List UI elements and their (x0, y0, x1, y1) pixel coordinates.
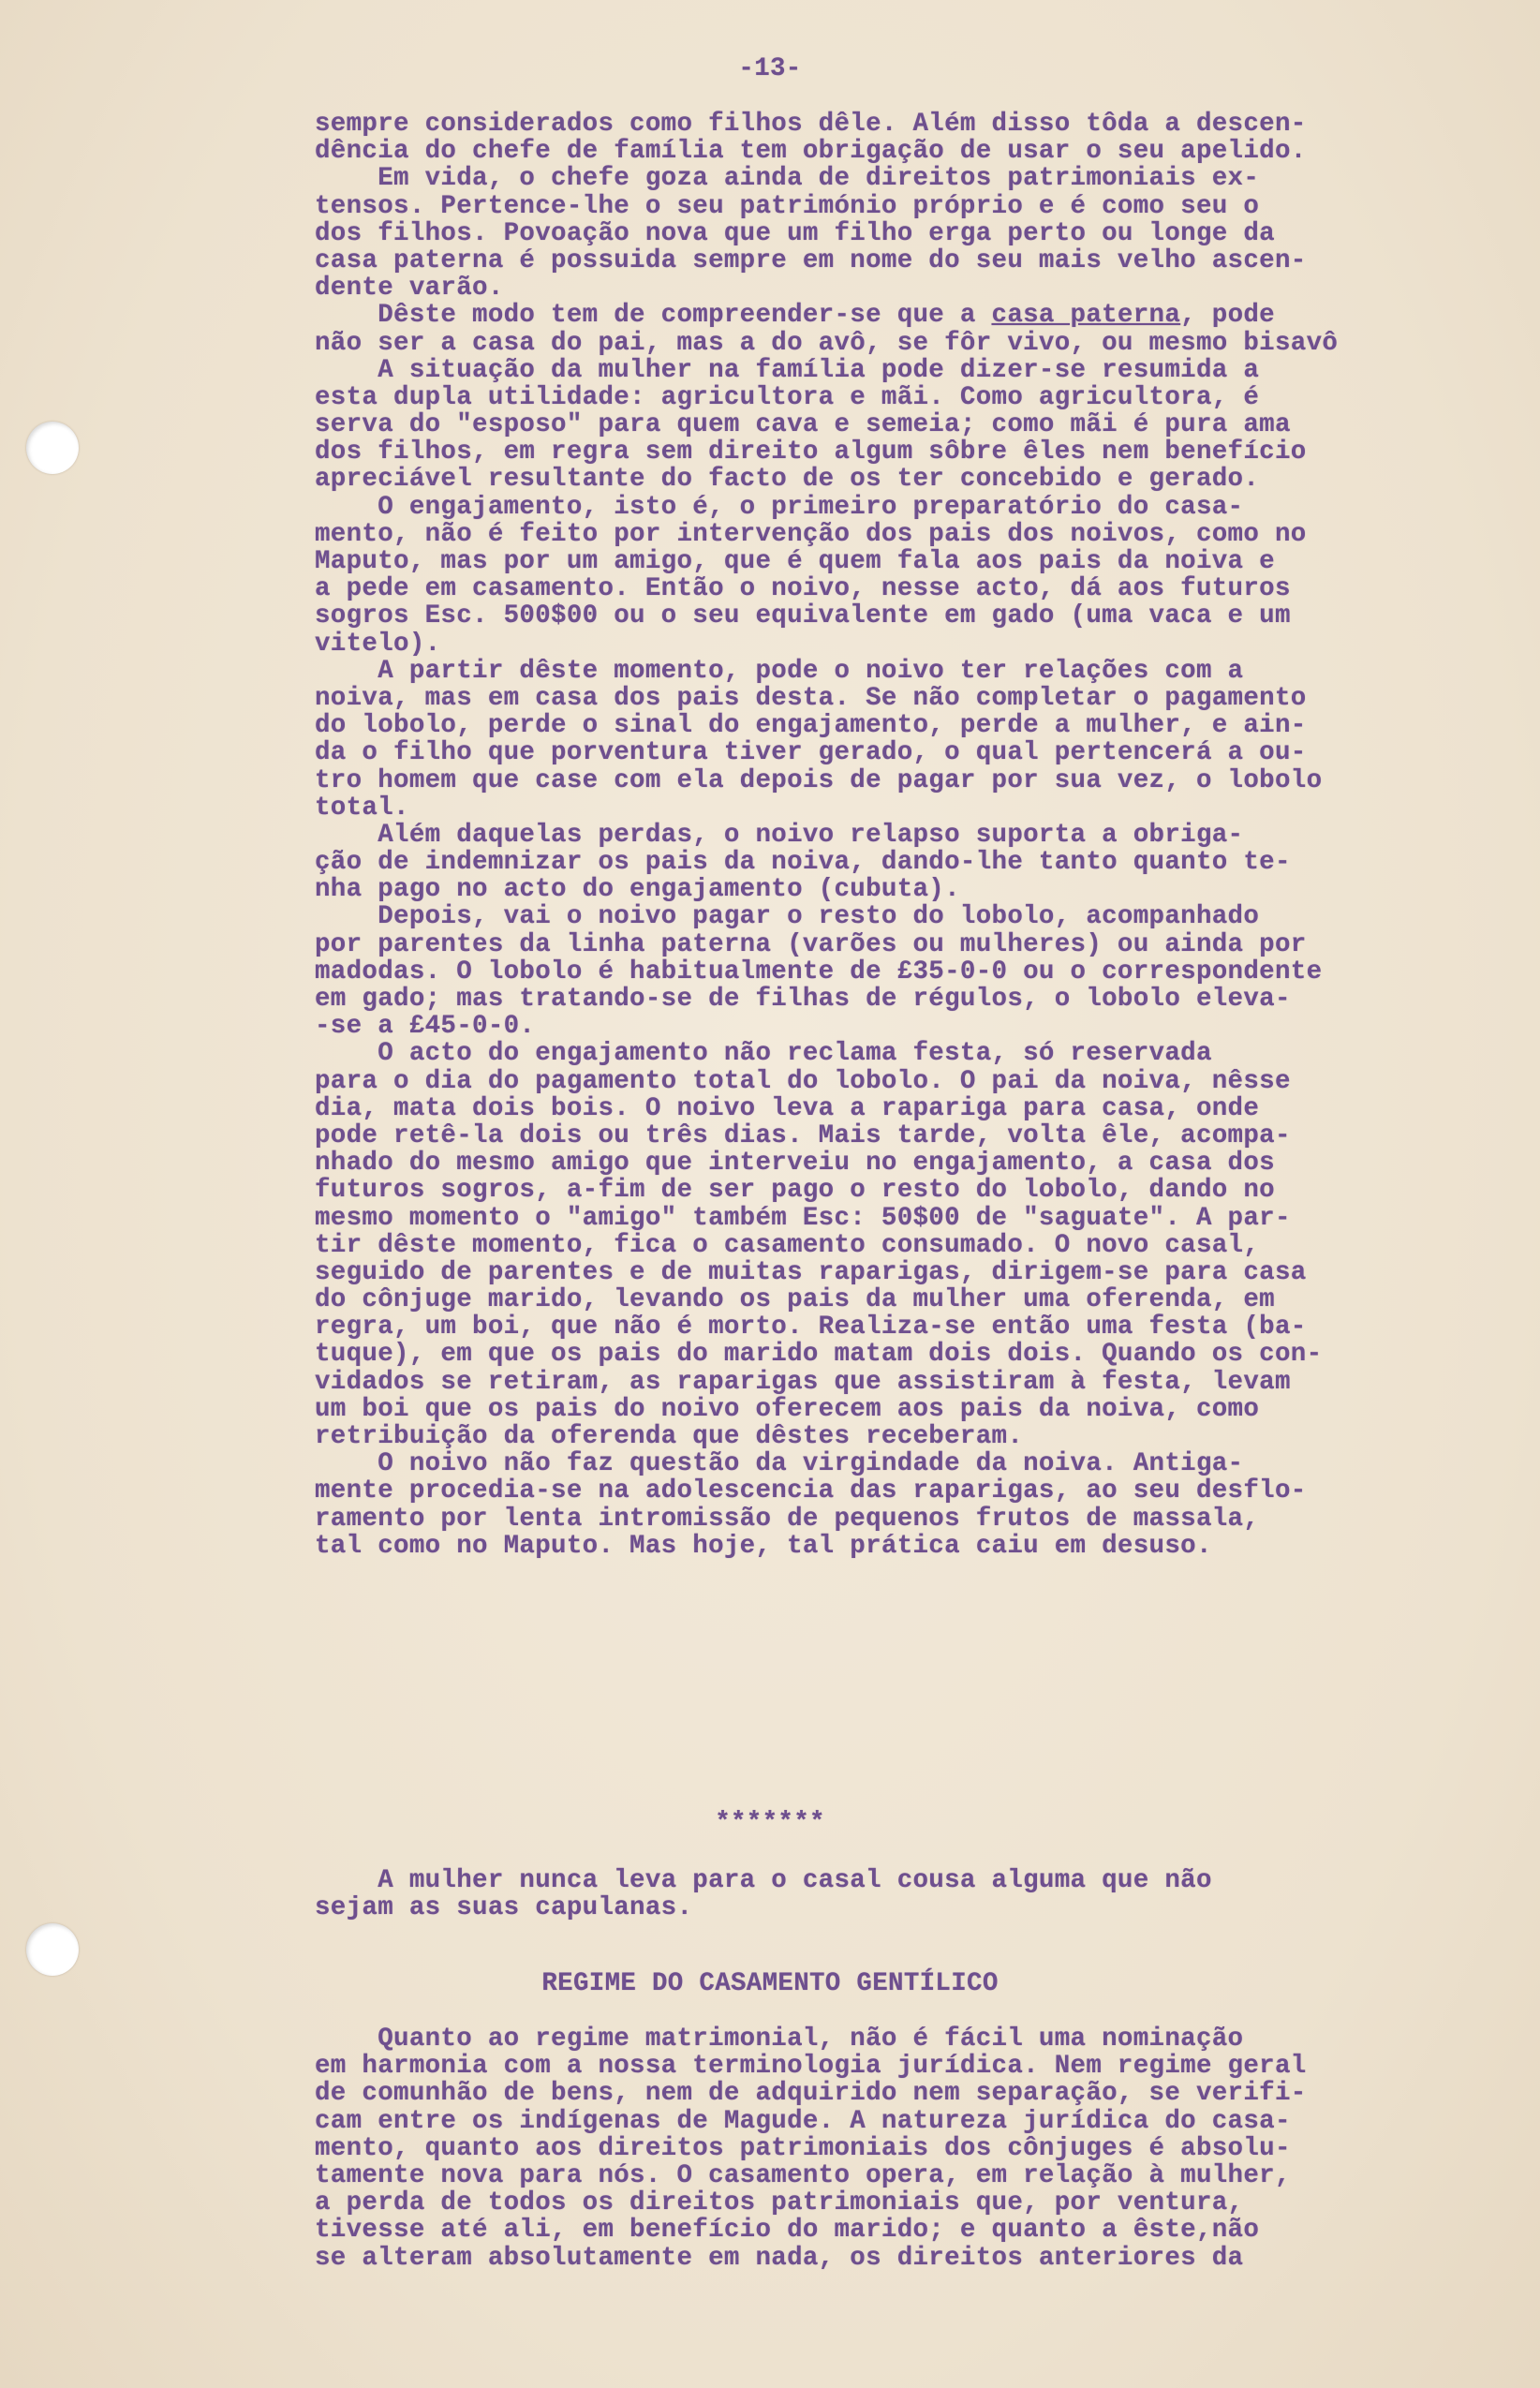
text-line: nhado do mesmo amigo que interveiu no engajamento, a casa dos (315, 1149, 1275, 1179)
section-separator: ******* (715, 1808, 825, 1837)
text-line: vitelo). (315, 629, 441, 659)
text-line: tamente nova para nós. O casamento opera, em relação à mulher, (315, 2160, 1291, 2190)
text-line: do lobolo, perde o sinal do engajamento, perde a mulher, e ain- (315, 711, 1307, 741)
text-line: Depois, vai o noivo pagar o resto do lobolo, acompanhado (315, 902, 1260, 932)
text-line: cam entre os indígenas de Magude. A natureza jurídica do casa- (315, 2106, 1291, 2136)
text-line: de comunhão de bens, nem de adquirido nem separação, se verifi- (315, 2079, 1307, 2109)
text-line: a pede em casamento. Então o noivo, nesse acto, dá aos futuros (315, 574, 1291, 604)
text-line: pode retê-la dois ou três dias. Mais tarde, volta êle, acompa- (315, 1120, 1291, 1150)
text-line: tro homem que case com ela depois de pagar por sua vez, o lobolo (315, 765, 1323, 795)
text-line: A partir dêste momento, pode o noivo ter relações com a (315, 656, 1244, 686)
page-number: -13- (738, 54, 802, 83)
text-line: retribuição da oferenda que dêstes receberam. (315, 1422, 1024, 1451)
text-line: madodas. O lobolo é habitualmente de £35-0-0 ou o correspondente (315, 957, 1323, 986)
body-text-section-2 (315, 1867, 1514, 1921)
text-line: dência do chefe de família tem obrigação de usar o seu apelido. (315, 137, 1307, 167)
text-line: do cônjuge marido, levando os pais da mulher uma oferenda, em (315, 1285, 1275, 1315)
text-line: sejam as suas capulanas. (315, 1893, 693, 1923)
text-line: para o dia do pagamento total do lobolo. O pai da noiva, nêsse (315, 1066, 1291, 1096)
text-line: regra, um boi, que não é morto. Realiza-se então uma festa (ba- (315, 1313, 1307, 1342)
text-line: Dêste modo tem de compreender-se que a casa paterna, pode (315, 301, 1275, 331)
text-line: seguido de parentes e de muitas raparigas, dirigem-se para casa (315, 1257, 1307, 1287)
text-line: ção de indemnizar os pais da noiva, dando-lhe tanto quanto te- (315, 848, 1291, 878)
text-line: em gado; mas tratando-se de filhas de régulos, o lobolo eleva- (315, 985, 1291, 1014)
text-line: vidados se retiram, as raparigas que assistiram à festa, levam (315, 1367, 1291, 1397)
text-line: mento, quanto aos direitos patrimoniais dos cônjuges é absolu- (315, 2133, 1291, 2163)
text-line: sogros Esc. 500$00 ou o seu equivalente em gado (uma vaca e um (315, 601, 1291, 631)
text-line: Maputo, mas por um amigo, que é quem fala aos pais da noiva e (315, 547, 1275, 576)
body-text-section-3 (315, 2025, 1514, 2272)
text-line: serva do "esposo" para quem cava e semeia; como mãi é pura ama (315, 410, 1291, 440)
text-line: casa paterna é possuida sempre em nome do seu mais velho ascen- (315, 245, 1307, 275)
text-line: a perda de todos os direitos patrimoniais que, por ventura, (315, 2188, 1244, 2218)
text-line: O engajamento, isto é, o primeiro preparatório do casa- (315, 492, 1244, 522)
text-line: tensos. Pertence-lhe o seu património próprio e é como seu o (315, 191, 1260, 221)
text-line: Além daquelas perdas, o noivo relapso suporta a obriga- (315, 820, 1244, 850)
punch-hole-bottom (26, 1923, 79, 1976)
text-line: futuros sogros, a-fim de ser pago o resto do lobolo, dando no (315, 1176, 1275, 1206)
text-line: mento, não é feito por intervenção dos pais dos noivos, como no (315, 519, 1307, 549)
text-line: A mulher nunca leva para o casal cousa alguma que não (315, 1866, 1212, 1895)
text-line: tuque), em que os pais do marido matam dois dois. Quando os con- (315, 1340, 1323, 1370)
text-line: noiva, mas em casa dos pais desta. Se não completar o pagamento (315, 683, 1307, 713)
punch-hole-top (26, 422, 79, 474)
text-line: nha pago no acto do engajamento (cubuta). (315, 875, 960, 905)
text-line: da o filho que porventura tiver gerado, o qual pertencerá a ou- (315, 738, 1307, 768)
underlined-term: casa paterna (991, 301, 1181, 331)
text-line: um boi que os pais do noivo oferecem aos pais da noiva, como (315, 1394, 1260, 1424)
section-heading: REGIME DO CASAMENTO GENTÍLICO (541, 1969, 999, 1998)
text-line: tal como no Maputo. Mas hoje, tal prática caiu em desuso. (315, 1531, 1212, 1561)
text-line: se alteram absolutamente em nada, os direitos anteriores da (315, 2243, 1244, 2273)
text-line: ramento por lenta intromissão de pequenos frutos de massala, (315, 1504, 1260, 1534)
text-line: Em vida, o chefe goza ainda de direitos patrimoniais ex- (315, 164, 1260, 194)
text-line: O noivo não faz questão da virgindade da noiva. Antiga- (315, 1449, 1244, 1479)
body-text-section-1 (315, 111, 1514, 1560)
text-line: dente varão. (315, 274, 504, 304)
text-line: total. (315, 793, 409, 823)
text-line: não ser a casa do pai, mas a do avô, se fôr vivo, ou mesmo bisavô (315, 328, 1339, 358)
text-line: dos filhos. Povoação nova que um filho erga perto ou longe da (315, 218, 1275, 248)
text-line: O acto do engajamento não reclama festa, só reservada (315, 1039, 1212, 1069)
text-line: mente procedia-se na adolescencia das raparigas, ao seu desflo- (315, 1476, 1307, 1506)
text-line: A situação da mulher na família pode dizer-se resumida a (315, 355, 1260, 385)
text-line: mesmo momento o "amigo" também Esc: 50$00 de "saguate". A par- (315, 1203, 1291, 1233)
text-line: sempre considerados como filhos dêle. Além disso tôda a descen- (315, 110, 1307, 139)
text-line: esta dupla utilidade: agricultora e mãi. Como agricultora, é (315, 382, 1260, 412)
text-line: por parentes da linha paterna (varões ou mulheres) ou ainda por (315, 929, 1307, 959)
text-line: apreciável resultante do facto de os ter concebido e gerado. (315, 465, 1260, 495)
text-line: dia, mata dois bois. O noivo leva a rapariga para casa, onde (315, 1093, 1260, 1123)
text-line: tivesse até ali, em benefício do marido; e quanto a êste,não (315, 2216, 1260, 2246)
text-line: -se a £45-0-0. (315, 1012, 536, 1042)
text-line: tir dêste momento, fica o casamento consumado. O novo casal, (315, 1230, 1260, 1260)
text-line: Quanto ao regime matrimonial, não é fácil uma nominação (315, 2025, 1244, 2054)
text-line: dos filhos, em regra sem direito algum sôbre êles nem benefício (315, 438, 1307, 467)
text-line: em harmonia com a nossa terminologia jurídica. Nem regime geral (315, 2052, 1307, 2082)
